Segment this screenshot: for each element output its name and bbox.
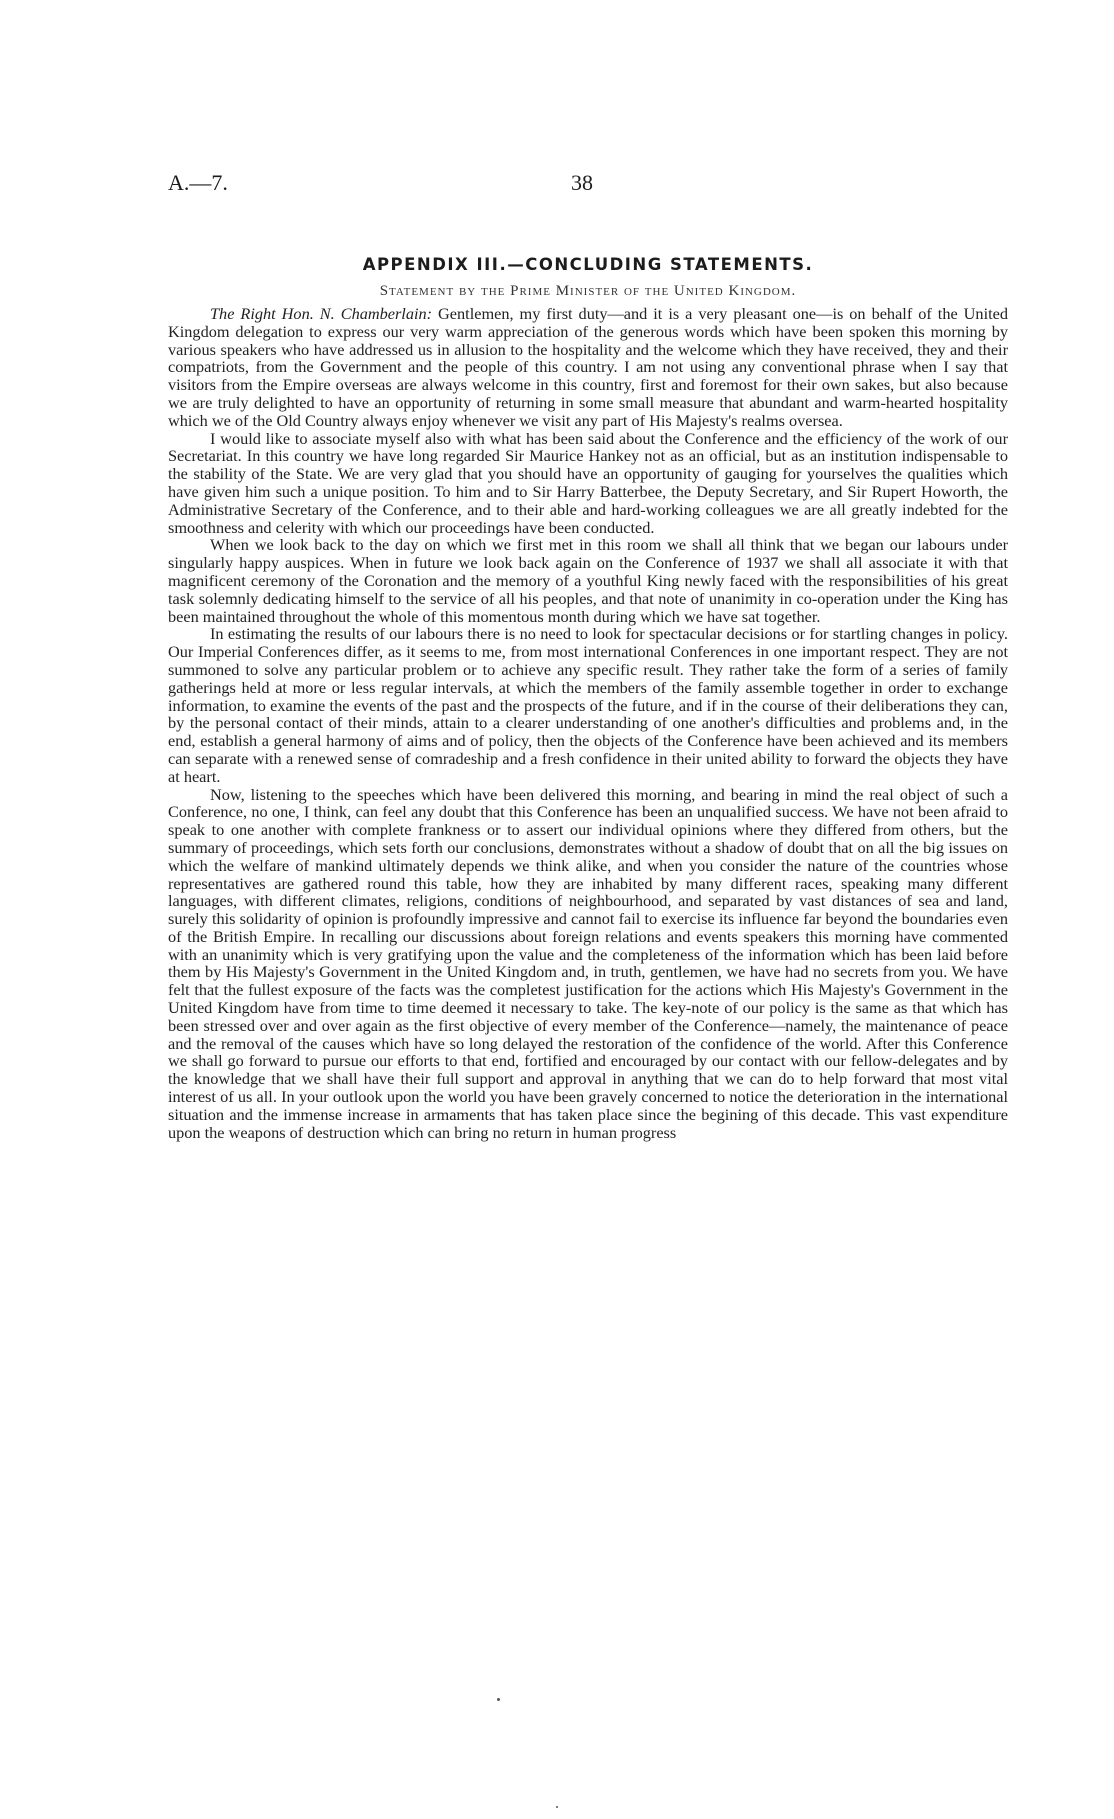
paragraph-1 xyxy=(168,305,1008,430)
paragraph-4: In estimating the results of our labours there is no need to look for spectacular decisions or for startling changes in policy. Our Imperial Conferences differ, as it seems to me, from most international Conferences in one important respect. They are not summoned to solve any particular problem or to achieve any specific result. They rather take the form of a series of family gatherings held at more or less regular intervals, at which the members of the family assemble together in order to exchange information, to examine the events of the past and the prospects of the future, and if in the course of their deliberations they can, by the personal contact of their minds, attain to a clearer understanding of one another's difficulties and problems and, in the end, establish a general harmony of aims and of policy, then the objects of the Conference have been achieved and its members can separate with a renewed sense of comradeship and a fresh confidence in their united ability to forward the objects they have at heart. xyxy=(168,624,1008,786)
paragraph-5: Now, listening to the speeches which have been delivered this morning, and bearing in mind the real object of such a Conference, no one, I think, can feel any doubt that this Conference has been an unqualified success. We have not been afraid to speak to one another with complete frankness or to assert our individual opinions where they differed from others, but the summary of proceedings, which sets forth our conclusions, demonstrates without a shadow of doubt that on all the big issues on which the welfare of mankind ultimately depends we think alike, and when you consider the nature of the countries whose representatives are gathered round this table, how they are inhabited by many different races, speaking many different languages, with different climates, religions, conditions of neighbourhood, and separated by vast distances of sea and land, surely this solidarity of opinion is profoundly impressive and cannot fail to exercise its influence far beyond the boundaries even of the British Empire. In recalling our discussions about foreign relations and events speakers this morning have commented with an unanimity which is very gratifying upon the value and the completeness of the information which has been laid before them by His Majesty's Government in the United Kingdom and, in truth, gentlemen, we have had no secrets from you. We have felt that the fullest exposure of the facts was the completest justification for the actions which His Majesty's Government in the United Kingdom have from time to time deemed it necessary to take. The key-note of our policy is the same as that which has been stressed over and over again as the first objective of every member of the Conference—namely, the maintenance of peace and the removal of the causes which have so long delayed the restoration of the confidence of the world. After this Conference we shall go forward to pursue our efforts to that end, fortified and encouraged by our contact with our fellow-delegates and by the knowledge that we shall have their full support and approval in anything that we can do to help forward that most vital interest of us all. In your outlook upon the world you have been gravely concerned to notice the deterioration in the international situation and the immense increase in armaments that has taken place since the begining of this decade. This vast expenditure upon the weapons of destruction which can bring no return in human progress xyxy=(168,784,1008,1142)
scan-speck xyxy=(497,1698,500,1701)
appendix-title: APPENDIX III.—CONCLUDING STATEMENTS. xyxy=(362,255,814,274)
speaker-name: The Right Hon. N. Chamberlain: xyxy=(210,304,433,323)
scan-speck xyxy=(556,1806,558,1808)
paragraph-2: I would like to associate myself also with what has been said about the Conference and the efficiency of the work of our Secretariat. In this country we have long regarded Sir Maurice Hankey not as an official, but as an institution indispensable to the stability of the State. We are very glad that you should have an opportunity of gauging for yourselves the qualities which have given him such a unique position. To him and to Sir Harry Batterbee, the Deputy Secretary, and Sir Rupert Howorth, the Administrative Secretary of the Conference, and to their able and hard-working colleagues we are all greatly indebted for the smoothness and celerity with which our proceedings have been conducted. xyxy=(168,428,1008,537)
page-number: 38 xyxy=(571,170,593,195)
paragraph-3: When we look back to the day on which we first met in this room we shall all think that we began our labours under singularly happy auspices. When in future we look back again on the Conference of 1937 we shall all associate it with that magnificent ceremony of the Coronation and the memory of a youthful King newly faced with the responsibilities of his great task solemnly dedicating himself to the service of all his peoples, and that note of unanimity in co-operation under the King has been maintained throughout the whole of this momentous month during which we have sat together. xyxy=(168,535,1008,626)
statement-subtitle: Statement by the Prime Minister of the United Kingdom. xyxy=(379,283,797,299)
paragraph-1-text: Gentlemen, my first duty—and it is a very pleasant one—is on behalf of the United Kingdom delegation to express our very warm appreciation of the generous words which have been spoken this morning by various speakers who have addressed us in allusion to the hospitality and the welcome which they have received, they and their compatriots, from the Government and the people of this country. I am not using any conventional phrase when I say that visitors from the Empire overseas are always welcome in this country, first and foremost for their own sakes, but also because we are truly delighted to have an opportunity of returning in some small measure that abundant and warm-hearted hospitality which we of the Old Country always enjoy whenever we visit any part of His Majesty's realms oversea. xyxy=(168,304,1008,430)
statement-body xyxy=(168,305,1008,1141)
document-reference: A.—7. xyxy=(168,170,228,195)
page-header xyxy=(168,170,1008,200)
